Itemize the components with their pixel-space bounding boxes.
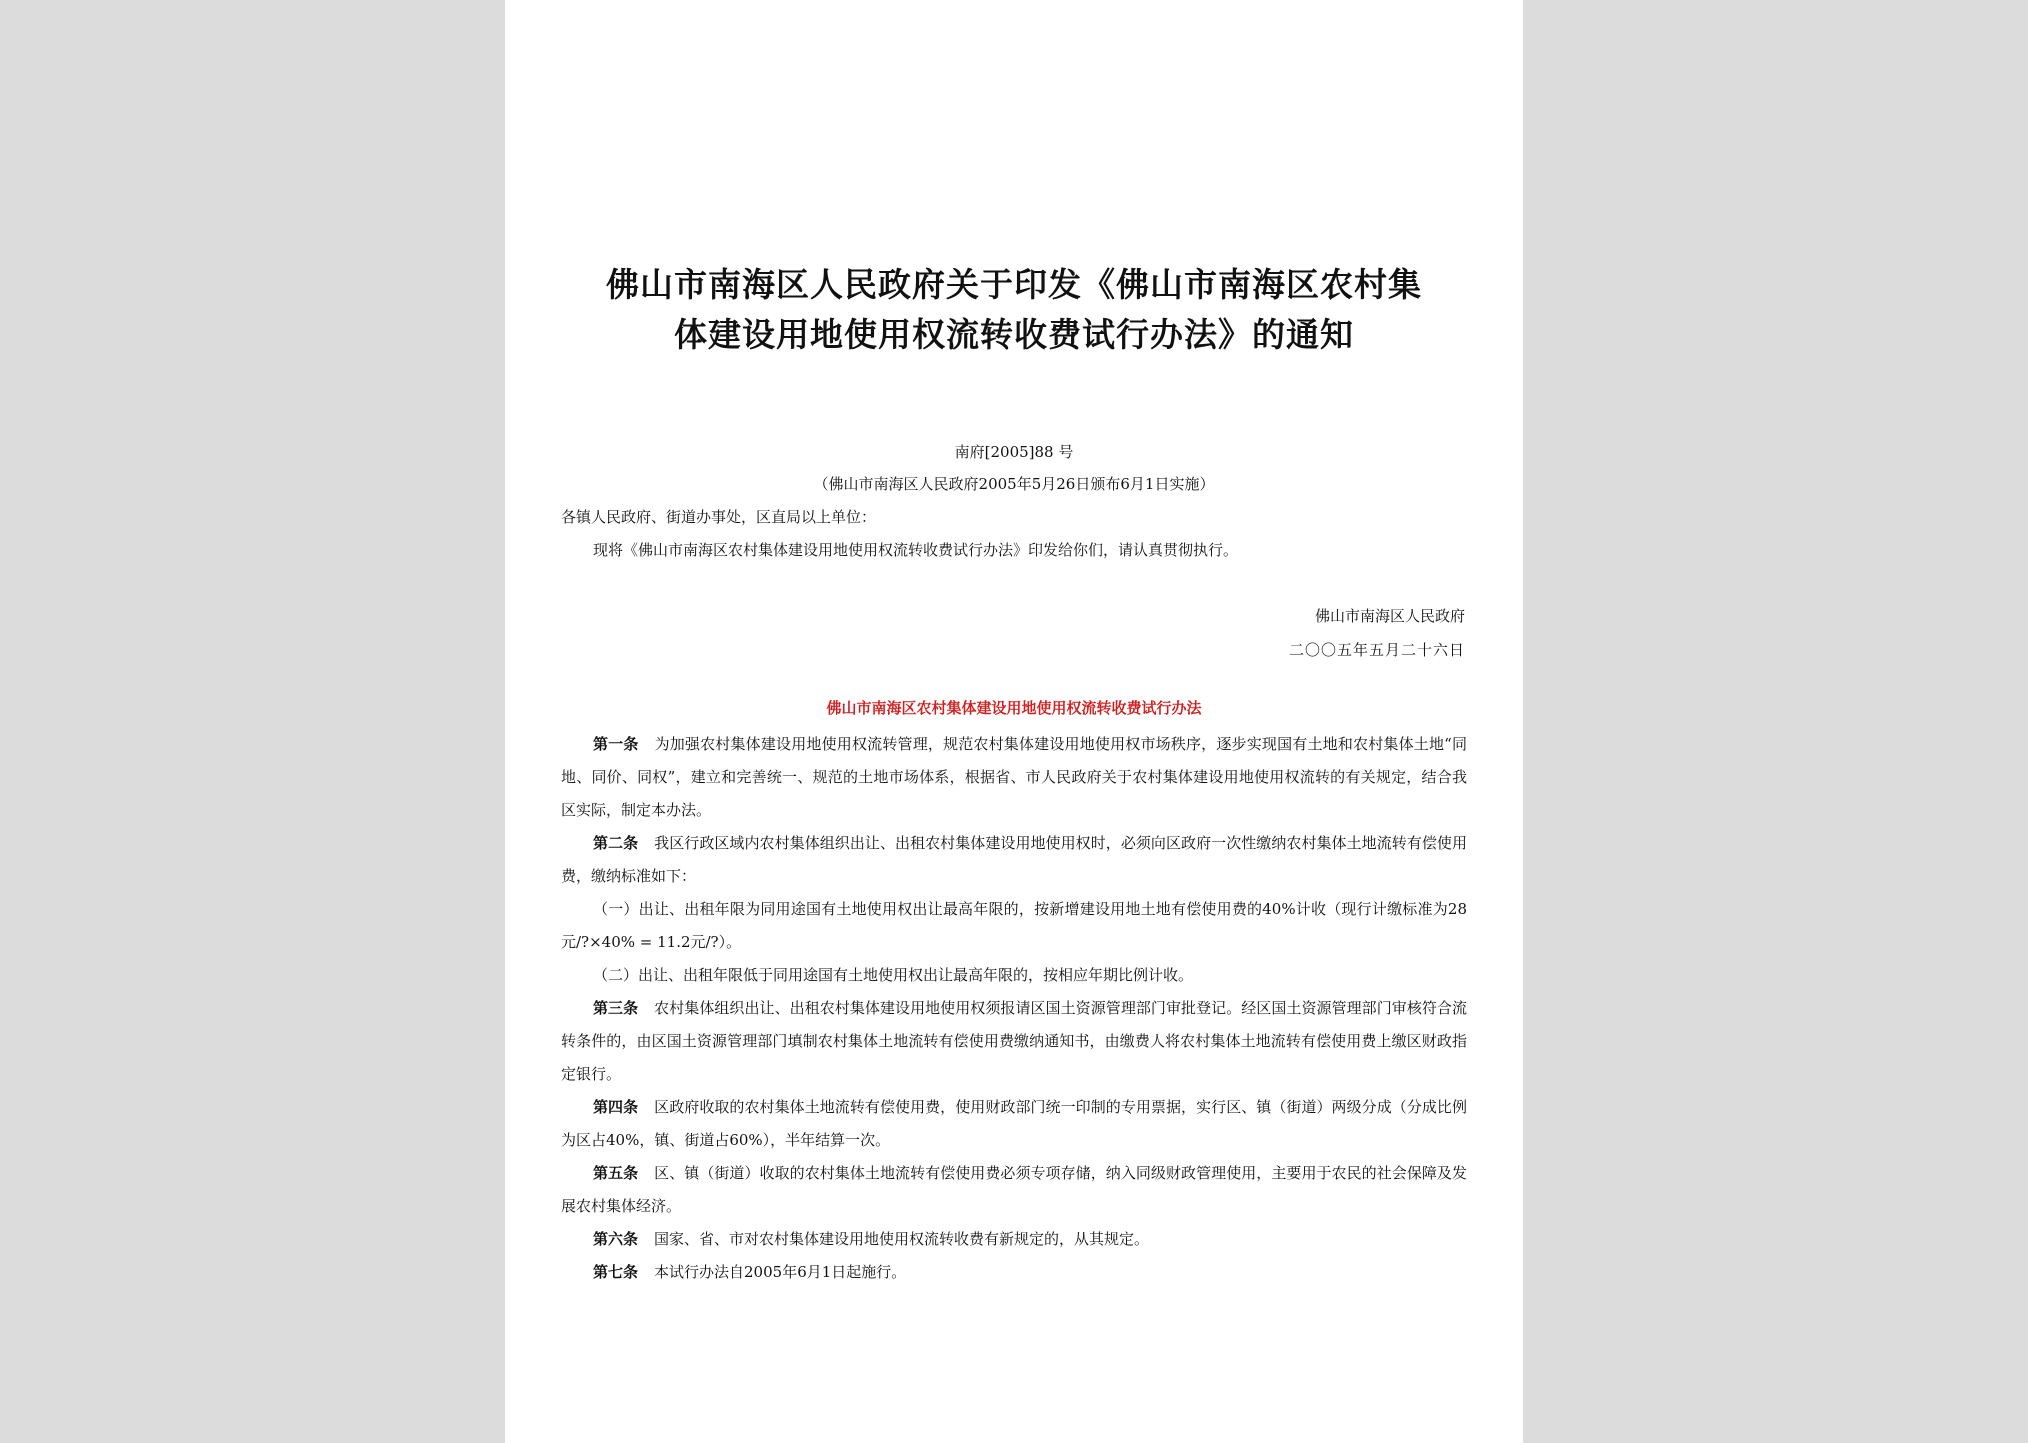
document-number: 南府[2005]88 号 bbox=[954, 443, 1074, 461]
document-page bbox=[505, 0, 1523, 1443]
article-paragraph bbox=[561, 1157, 1467, 1223]
article-paragraph bbox=[561, 992, 1467, 1091]
article-paragraph bbox=[561, 827, 1467, 893]
article-text: 我区行政区域内农村集体组织出让、出租农村集体建设用地使用权时，必须向区政府一次性缴纳农村集体土地流转有偿使用费，缴纳标准如下： bbox=[561, 834, 1467, 885]
document-title bbox=[555, 260, 1473, 360]
article-text: （一）出让、出租年限为同用途国有土地使用权出让最高年限的，按新增建设用地土地有偿使用费的40%计收（现行计缴标准为28元/?×40% = 11.2元/?）。 bbox=[561, 900, 1467, 951]
article-label: 第三条 bbox=[593, 999, 639, 1017]
measures-title: 佛山市南海区农村集体建设用地使用权流转收费试行办法 bbox=[826, 699, 1202, 717]
title-line-1: 佛山市南海区人民政府关于印发《佛山市南海区农村集 bbox=[606, 265, 1422, 304]
article-paragraph bbox=[561, 1223, 1467, 1256]
article-text: 区政府收取的农村集体土地流转有偿使用费，使用财政部门统一印制的专用票据，实行区、镇（街道）两级分成（分成比例为区占40%，镇、街道占60%），半年结算一次。 bbox=[561, 1098, 1467, 1149]
title-line-2: 体建设用地使用权流转收费试行办法》的通知 bbox=[674, 315, 1354, 354]
article-label: 第七条 bbox=[593, 1263, 639, 1281]
article-paragraph bbox=[561, 1256, 1467, 1289]
article-label: 第二条 bbox=[593, 834, 639, 852]
article-label: 第五条 bbox=[593, 1164, 639, 1182]
article-clause bbox=[561, 959, 1467, 992]
article-text: 为加强农村集体建设用地使用权流转管理，规范农村集体建设用地使用权市场秩序，逐步实现国有土地和农村集体土地“同地、同价、同权”，建立和完善统一、规范的土地市场体系，根据省、市人民政府关于农村集体建设用地使用权流转的有关规定，结合我区实际，制定本办法。 bbox=[561, 735, 1467, 819]
article-paragraph bbox=[561, 728, 1467, 827]
issued-note: （佛山市南海区人民政府2005年5月26日颁布6月1日实施） bbox=[813, 475, 1215, 493]
signer: 佛山市南海区人民政府 bbox=[1314, 607, 1465, 625]
article-text: 农村集体组织出让、出租农村集体建设用地使用权须报请区国土资源管理部门审批登记。经区国土资源管理部门审核符合流转条件的，由区国土资源管理部门填制农村集体土地流转有偿使用费缴纳通知书，由缴费人将农村集体土地流转有偿使用费上缴区财政指定银行。 bbox=[561, 999, 1467, 1083]
article-text: （二）出让、出租年限低于同用途国有土地使用权出让最高年限的，按相应年期比例计收。 bbox=[593, 966, 1194, 984]
article-label: 第一条 bbox=[593, 735, 639, 753]
addressee: 各镇人民政府、街道办事处，区直局以上单位： bbox=[561, 508, 877, 526]
article-paragraph bbox=[561, 1091, 1467, 1157]
articles-list bbox=[561, 728, 1467, 1289]
article-clause bbox=[561, 893, 1467, 959]
article-text: 本试行办法自2005年6月1日起施行。 bbox=[654, 1263, 907, 1281]
article-label: 第四条 bbox=[593, 1098, 639, 1116]
intro-paragraph: 现将《佛山市南海区农村集体建设用地使用权流转收费试行办法》印发给你们，请认真贯彻执行。 bbox=[593, 541, 1239, 559]
signature-date: 二〇〇五年五月二十六日 bbox=[1288, 641, 1465, 659]
article-text: 区、镇（街道）收取的农村集体土地流转有偿使用费必须专项存储，纳入同级财政管理使用，主要用于农民的社会保障及发展农村集体经济。 bbox=[561, 1164, 1467, 1215]
article-text: 国家、省、市对农村集体建设用地使用权流转收费有新规定的，从其规定。 bbox=[654, 1230, 1150, 1248]
article-label: 第六条 bbox=[593, 1230, 639, 1248]
